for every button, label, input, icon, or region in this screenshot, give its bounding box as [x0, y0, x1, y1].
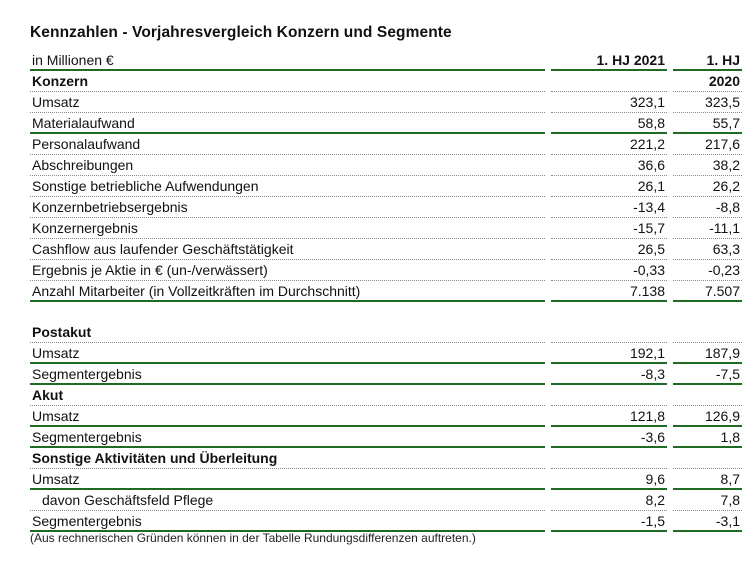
value-2020: 38,2	[712, 157, 740, 173]
table-row	[30, 155, 742, 176]
row-label: Abschreibungen	[32, 157, 134, 173]
value-2020: 7.507	[704, 283, 740, 299]
row-label: Segmentergebnis	[32, 366, 142, 382]
value-2020: 55,7	[712, 115, 740, 131]
value-2021: 323,1	[629, 94, 665, 110]
value-2020: 26,2	[712, 178, 740, 194]
value-2021: 192,1	[629, 345, 665, 361]
row-label: Sonstige betriebliche Aufwendungen	[32, 178, 259, 194]
unit-label: in Millionen €	[32, 52, 114, 68]
value-2021: -1,5	[640, 513, 665, 529]
column-header-2020: 1. HJ 2020	[706, 52, 740, 89]
row-label: Konzernergebnis	[32, 220, 138, 236]
value-2020: 323,5	[704, 94, 740, 110]
table-row	[30, 134, 742, 155]
section-heading-konzern: Konzern	[30, 71, 742, 92]
row-label: Umsatz	[32, 94, 80, 110]
value-2021: -15,7	[633, 220, 665, 236]
table-row	[30, 176, 742, 197]
section-spacer	[30, 302, 742, 322]
value-2021: -8,3	[640, 366, 665, 382]
value-2020: -3,1	[715, 513, 740, 529]
table-row	[30, 364, 742, 385]
value-2021: 58,8	[637, 115, 665, 131]
value-2021: 8,2	[645, 492, 665, 508]
table-row	[30, 427, 742, 448]
value-2020: 63,3	[712, 241, 740, 257]
column-header-2021: 1. HJ 2021	[596, 52, 665, 68]
row-label: Materialaufwand	[32, 115, 135, 131]
row-label: Ergebnis je Aktie in € (un-/verwässert)	[32, 262, 268, 278]
value-2021: 7.138	[629, 283, 665, 299]
row-label: Segmentergebnis	[32, 513, 142, 529]
row-label: Anzahl Mitarbeiter (in Vollzeitkräften im Durchschnitt)	[32, 283, 361, 299]
value-2021: -13,4	[633, 199, 665, 215]
row-label: davon Geschäftsfeld Pflege	[42, 492, 214, 508]
table-row	[30, 218, 742, 239]
value-2021: 36,6	[637, 157, 665, 173]
row-label: Konzernbetriebsergebnis	[32, 199, 188, 215]
value-2021: 26,5	[637, 241, 665, 257]
value-2021: 26,1	[637, 178, 665, 194]
row-label: Umsatz	[32, 345, 80, 361]
table-row	[30, 343, 742, 364]
row-label: Personalaufwand	[32, 136, 141, 152]
value-2020: -8,8	[715, 199, 740, 215]
kennzahlen-table	[30, 50, 742, 532]
table-row	[30, 239, 742, 260]
value-2021: -0,33	[633, 262, 665, 278]
value-2020: 1,8	[720, 429, 740, 445]
table-row	[30, 92, 742, 113]
section-heading-akut: Akut	[30, 385, 742, 406]
table-row	[30, 511, 742, 532]
table-row	[30, 260, 742, 281]
row-label: Segmentergebnis	[32, 429, 142, 445]
value-2021: 221,2	[629, 136, 665, 152]
row-label: Umsatz	[32, 408, 80, 424]
value-2020: 7,8	[720, 492, 740, 508]
row-label: Umsatz	[32, 471, 80, 487]
value-2020: 126,9	[704, 408, 740, 424]
table-row	[30, 281, 742, 302]
value-2021: 121,8	[629, 408, 665, 424]
value-2020: 217,6	[704, 136, 740, 152]
value-2021: -3,6	[640, 429, 665, 445]
value-2020: -0,23	[708, 262, 740, 278]
value-2020: 8,7	[720, 471, 740, 487]
table-title: Kennzahlen - Vorjahresvergleich Konzern und Segmente	[30, 24, 452, 41]
section-heading-sonstige: Sonstige Aktivitäten und Überleitung	[30, 448, 742, 469]
table-row	[30, 490, 742, 511]
section-heading-postakut: Postakut	[30, 322, 742, 343]
row-label: Cashflow aus laufender Geschäftstätigkeit	[32, 241, 294, 257]
value-2020: -11,1	[709, 220, 740, 236]
table-row	[30, 469, 742, 490]
footnote: (Aus rechnerischen Gründen können in der Tabelle Rundungsdifferenzen auftreten.)	[30, 531, 476, 545]
table-row	[30, 197, 742, 218]
value-2020: 187,9	[704, 345, 740, 361]
value-2021: 9,6	[645, 471, 665, 487]
value-2020: -7,5	[715, 366, 740, 382]
table-row	[30, 113, 742, 134]
table-row	[30, 406, 742, 427]
